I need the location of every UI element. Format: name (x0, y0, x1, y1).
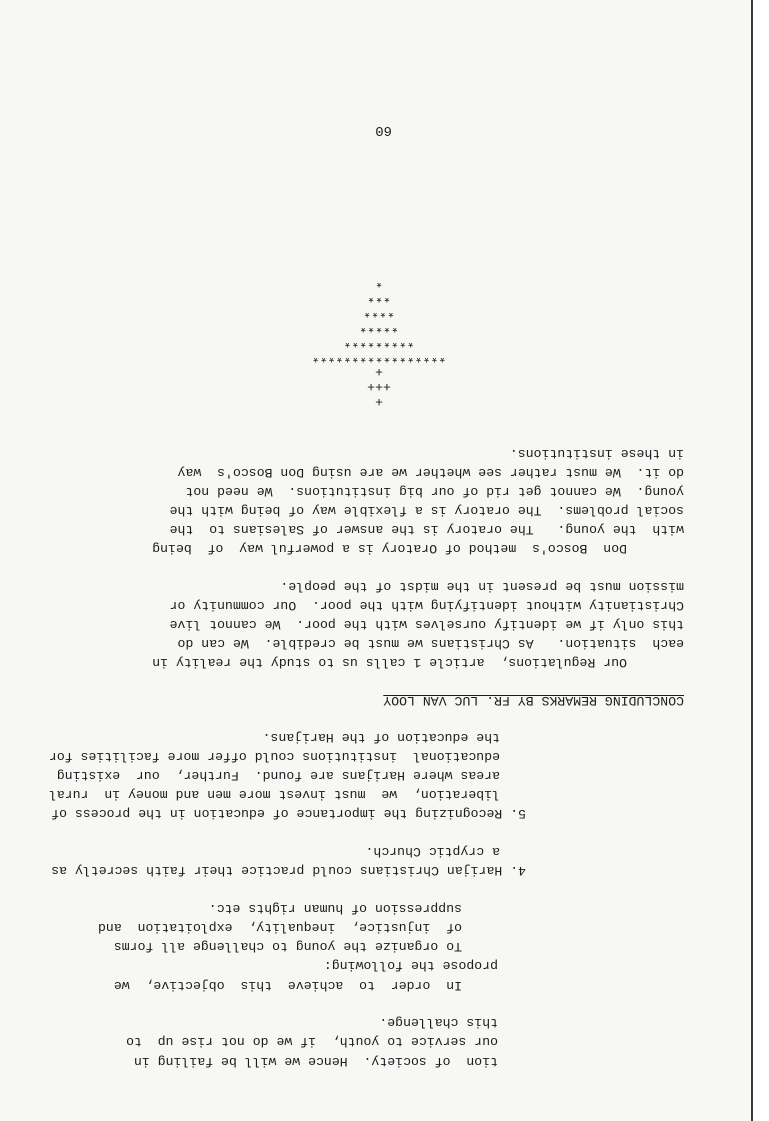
text-line: this challenge. (379, 1015, 498, 1030)
text-line: In order to achieve this objective, we (113, 978, 462, 993)
text-line: young. We cannot get rid of our big institutions. We need not (185, 484, 684, 499)
tree-ornament-line: ********* (343, 334, 415, 349)
text-line: each situation. As Christians we must be credible. We can do (177, 636, 684, 651)
text-line: in these institutions. (509, 446, 684, 461)
text-line: of injustice, inequality, exploitation and (97, 920, 462, 935)
tree-ornament-line: *** (367, 289, 391, 304)
tree-ornament-line: +++ (367, 379, 391, 394)
page-number: 60 (375, 122, 392, 138)
text-line: tion of society. Hence we will be failing in (133, 1054, 498, 1069)
tree-ornament-line: + (375, 394, 383, 409)
text-line: areas where Harijans are found. Further, our existing (56, 768, 500, 783)
text-line: our service to youth, if we do not rise up to (126, 1034, 498, 1049)
tree-ornament-line: + (375, 364, 383, 379)
tree-ornament-line: * (375, 274, 383, 289)
tree-ornament-line: **** (363, 304, 395, 319)
scan-margin (753, 0, 769, 1121)
tree-ornament-line: ***************** (311, 349, 447, 364)
text-line: mission must be present in the midst of the people. (280, 579, 684, 594)
text-line: liberation, we must invest more men and money in rural (48, 787, 500, 802)
section-heading: CONCLUDING REMARKS BY FR. LUC VAN LOOY (383, 693, 684, 708)
text-line: a cryptic Church. (365, 844, 500, 859)
scan-border-line (751, 0, 753, 1121)
text-line: do it. We must rather see whether we are using Don Bosco's way (177, 465, 684, 480)
text-line: 5. Recognizing the importance of education in the process of (51, 806, 526, 821)
text-line: propose the following: (323, 958, 498, 973)
text-line: social problems. The oratory is a flexible way of being with the (169, 503, 684, 518)
text-line: Christianity without identifying with the poor. Our community or (169, 598, 684, 613)
text-line: educational institutions could offer more facilities for (48, 749, 500, 764)
text-line: this only if we identify ourselves with the poor. We cannot live (169, 617, 684, 632)
text-line: the education of the Harijans. (262, 730, 500, 745)
text-line: with the young. The oratory is the answer of Salesians to the (169, 522, 684, 537)
text-line: To organize the young to challenge all forms (113, 939, 462, 954)
text-line: suppression of human rights etc. (208, 901, 462, 916)
text-line: Our Regulations, article 1 calls us to study the reality in (152, 655, 627, 670)
text-line: 4. Harijan Christians could practice their faith secretly as (51, 863, 526, 878)
text-line: Don Bosco's method of Oratory is a powerful way of being (152, 541, 627, 556)
tree-ornament-line: ***** (359, 319, 399, 334)
